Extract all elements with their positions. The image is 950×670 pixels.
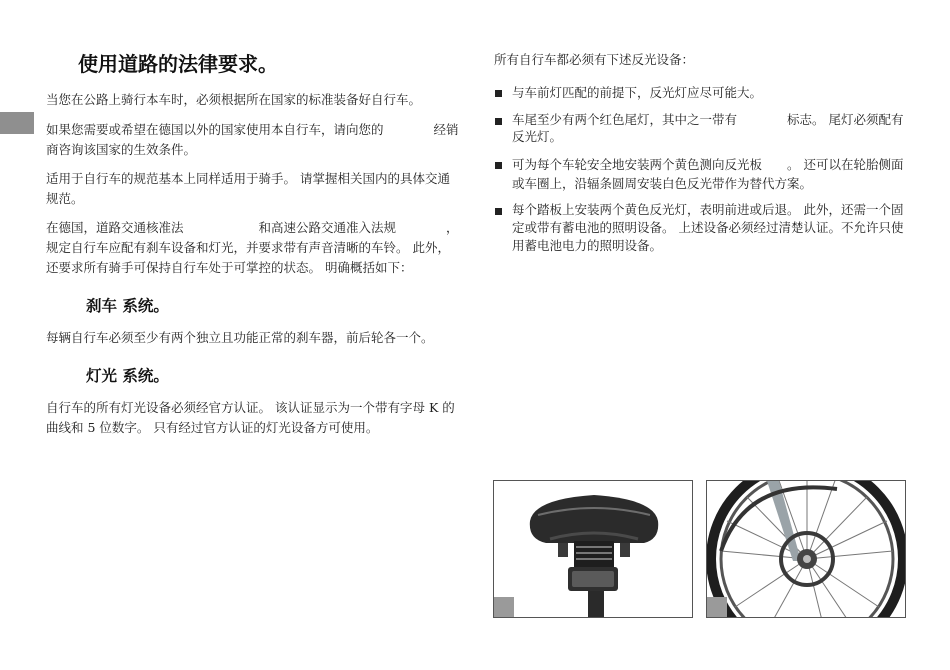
bullet-text: 与车前灯匹配的前提下，反光灯应尽可能大。: [512, 85, 763, 100]
reflector-intro: 所有自行车都必须有下述反光设备：: [494, 52, 695, 67]
light-section-title: 灯光 系统。: [86, 367, 169, 385]
bullet-text: 可为每个车轮安全地安装两个黄色测向反光板 。 还可以在轮胎侧面或车圈上，沿辐条圆周安装白色反光带作为替代方案。: [512, 157, 904, 191]
right-column: [494, 50, 914, 255]
saddle-icon: [494, 481, 692, 617]
wheel-spokes-photo: [706, 480, 906, 618]
brake-section-title: 刹车 系统。: [86, 297, 169, 315]
wheel-icon: [707, 481, 905, 617]
bullet-square-icon: [495, 208, 502, 215]
photo-corner-marker: [707, 597, 727, 617]
bullet-pedal-reflectors: [494, 201, 914, 255]
foreign-country-paragraph: 如果您需要或希望在德国以外的国家使用本自行车，请向您的 经销商咨询该国家的生效条件。: [46, 122, 459, 157]
page-title: 使用道路的法律要求。: [78, 52, 278, 76]
saddle-reflector-photo: [493, 480, 693, 618]
bullet-front-reflector: [494, 83, 914, 103]
brake-section-text: 每辆自行车必须至少有两个独立且功能正常的刹车器，前后轮各一个。: [46, 330, 434, 345]
rider-rules-paragraph: 适用于自行车的规范基本上同样适用于骑手。 请掌握相关国内的具体交通规范。: [46, 171, 450, 206]
left-column: [46, 50, 461, 438]
bullet-rear-light: [494, 111, 914, 145]
bullet-text: 车尾至少有两个红色尾灯，其中之一带有 标志。 尾灯必须配有反光灯。: [512, 112, 904, 144]
bullet-square-icon: [495, 162, 502, 169]
germany-law-paragraph: 在德国，道路交通核准法 和高速公路交通准入法规 ，规定自行车应配有刹车设备和灯光，并要求带有声音清晰的车铃。 此外，还要求所有骑手可保持自行车处于可掌控的状态。 明确概括如下：: [46, 220, 459, 275]
intro-paragraph: 当您在公路上骑行本车时，必须根据所在国家的标准装备好自行车。: [46, 92, 422, 107]
section-tab-marker: [0, 112, 34, 134]
bullet-square-icon: [495, 90, 502, 97]
light-section-text: 自行车的所有灯光设备必须经官方认证。 该认证显示为一个带有字母 K 的曲线和 5 位数字。 只有经过官方认证的灯光设备方可使用。: [46, 400, 455, 435]
bullet-wheel-reflectors: [494, 155, 914, 193]
bullet-square-icon: [495, 118, 502, 125]
photo-corner-marker: [494, 597, 514, 617]
bullet-text: 每个踏板上安装两个黄色反光灯，表明前进或后退。 此外，还需一个固定或带有蓄电池的照明设备。 上述设备必须经过清楚认证。不允许只使用蓄电池电力的照明设备。: [512, 202, 904, 253]
